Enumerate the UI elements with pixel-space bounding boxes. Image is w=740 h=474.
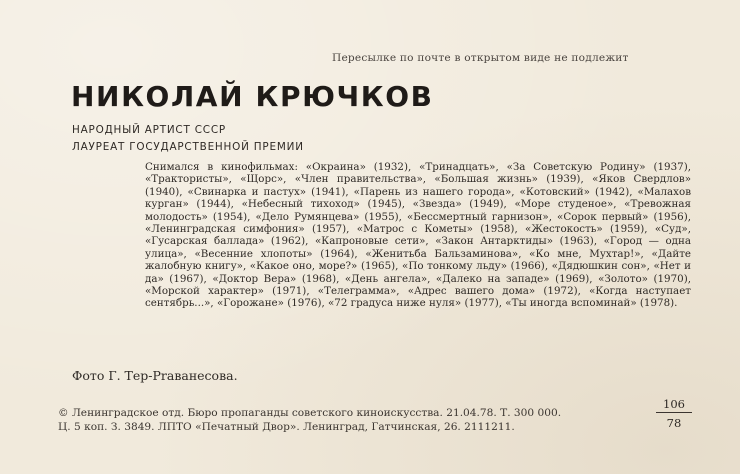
filmography-paragraph: Снимался в кинофильмах: «Окраина» (1932), «Тринадцать», «За Советскую Родину» (1937), «Трактористы», «Щорс», «Член правительства», «Большая жизнь» (1939), «Яков Свердлов» (1940), «Свинарка и пастух» (1941), «Парень из нашего города», «Котовский» (1942), «Малахов курган» (1944), «Небесный тихоход» (1945), «Звезда» (1949), «Море студеное», «Тревожная молодость» (1954), «Дело Румянцева» (1955), «Бессмертный гарнизон», «Сорок первый» (1956), «Ленинградская симфония» (1957), «Матрос с Кометы» (1958), «Жестокость» (1959), «Суд», «Гусарская баллада» (1962), «Капроновые сети», «Закон Антарктиды» (1963), «Город — одна улица», «Весенние хлопоты» (1964), «Женитьба Бальзаминова», «Ко мне, Мухтар!», «Дайте жалобную книгу», «Какое оно, море?» (1965), «По тонкому льду» (1966), «Дядюшкин сон», «Нет и да» (1967), «Доктор Вера» (1968), «День ангела», «Далеко на западе» (1969), «Золото» (1970), «Морской характер» (1971), «Телеграмма», «Адрес вашего дома» (1972), «Когда наступает сентябрь...», «Горожане» (1976), «72 градуса ниже нуля» (1977), «Ты иногда вспоминай» (1978). [145,161,691,310]
photo-credit: Фото Г. Тер-Praвaнесова. [72,368,238,383]
imprint-line-2: Ц. 5 коп. З. 3849. ЛПТО «Печатный Двор». Ленинград, Гатчинская, 26. 2111211. [58,421,515,433]
actor-name: НИКОЛАЙ КРЮЧКОВ [71,80,434,113]
honorific-title-1: НАРОДНЫЙ АРТИСТ СССР [72,124,226,136]
imprint-line-1: © Ленинградское отд. Бюро пропаганды советского киноискусства. 21.04.78. Т. 300 000. [58,407,562,419]
honorific-title-2: ЛАУРЕАТ ГОСУДАРСТВЕННОЙ ПРЕМИИ [72,141,304,153]
catalog-number-top: 106 [663,397,685,411]
fraction-divider [656,412,692,413]
catalog-number-bottom: 78 [666,416,682,430]
postal-notice: Пересылке по почте в открытом виде не подлежит [332,52,629,64]
catalog-number [656,396,692,431]
